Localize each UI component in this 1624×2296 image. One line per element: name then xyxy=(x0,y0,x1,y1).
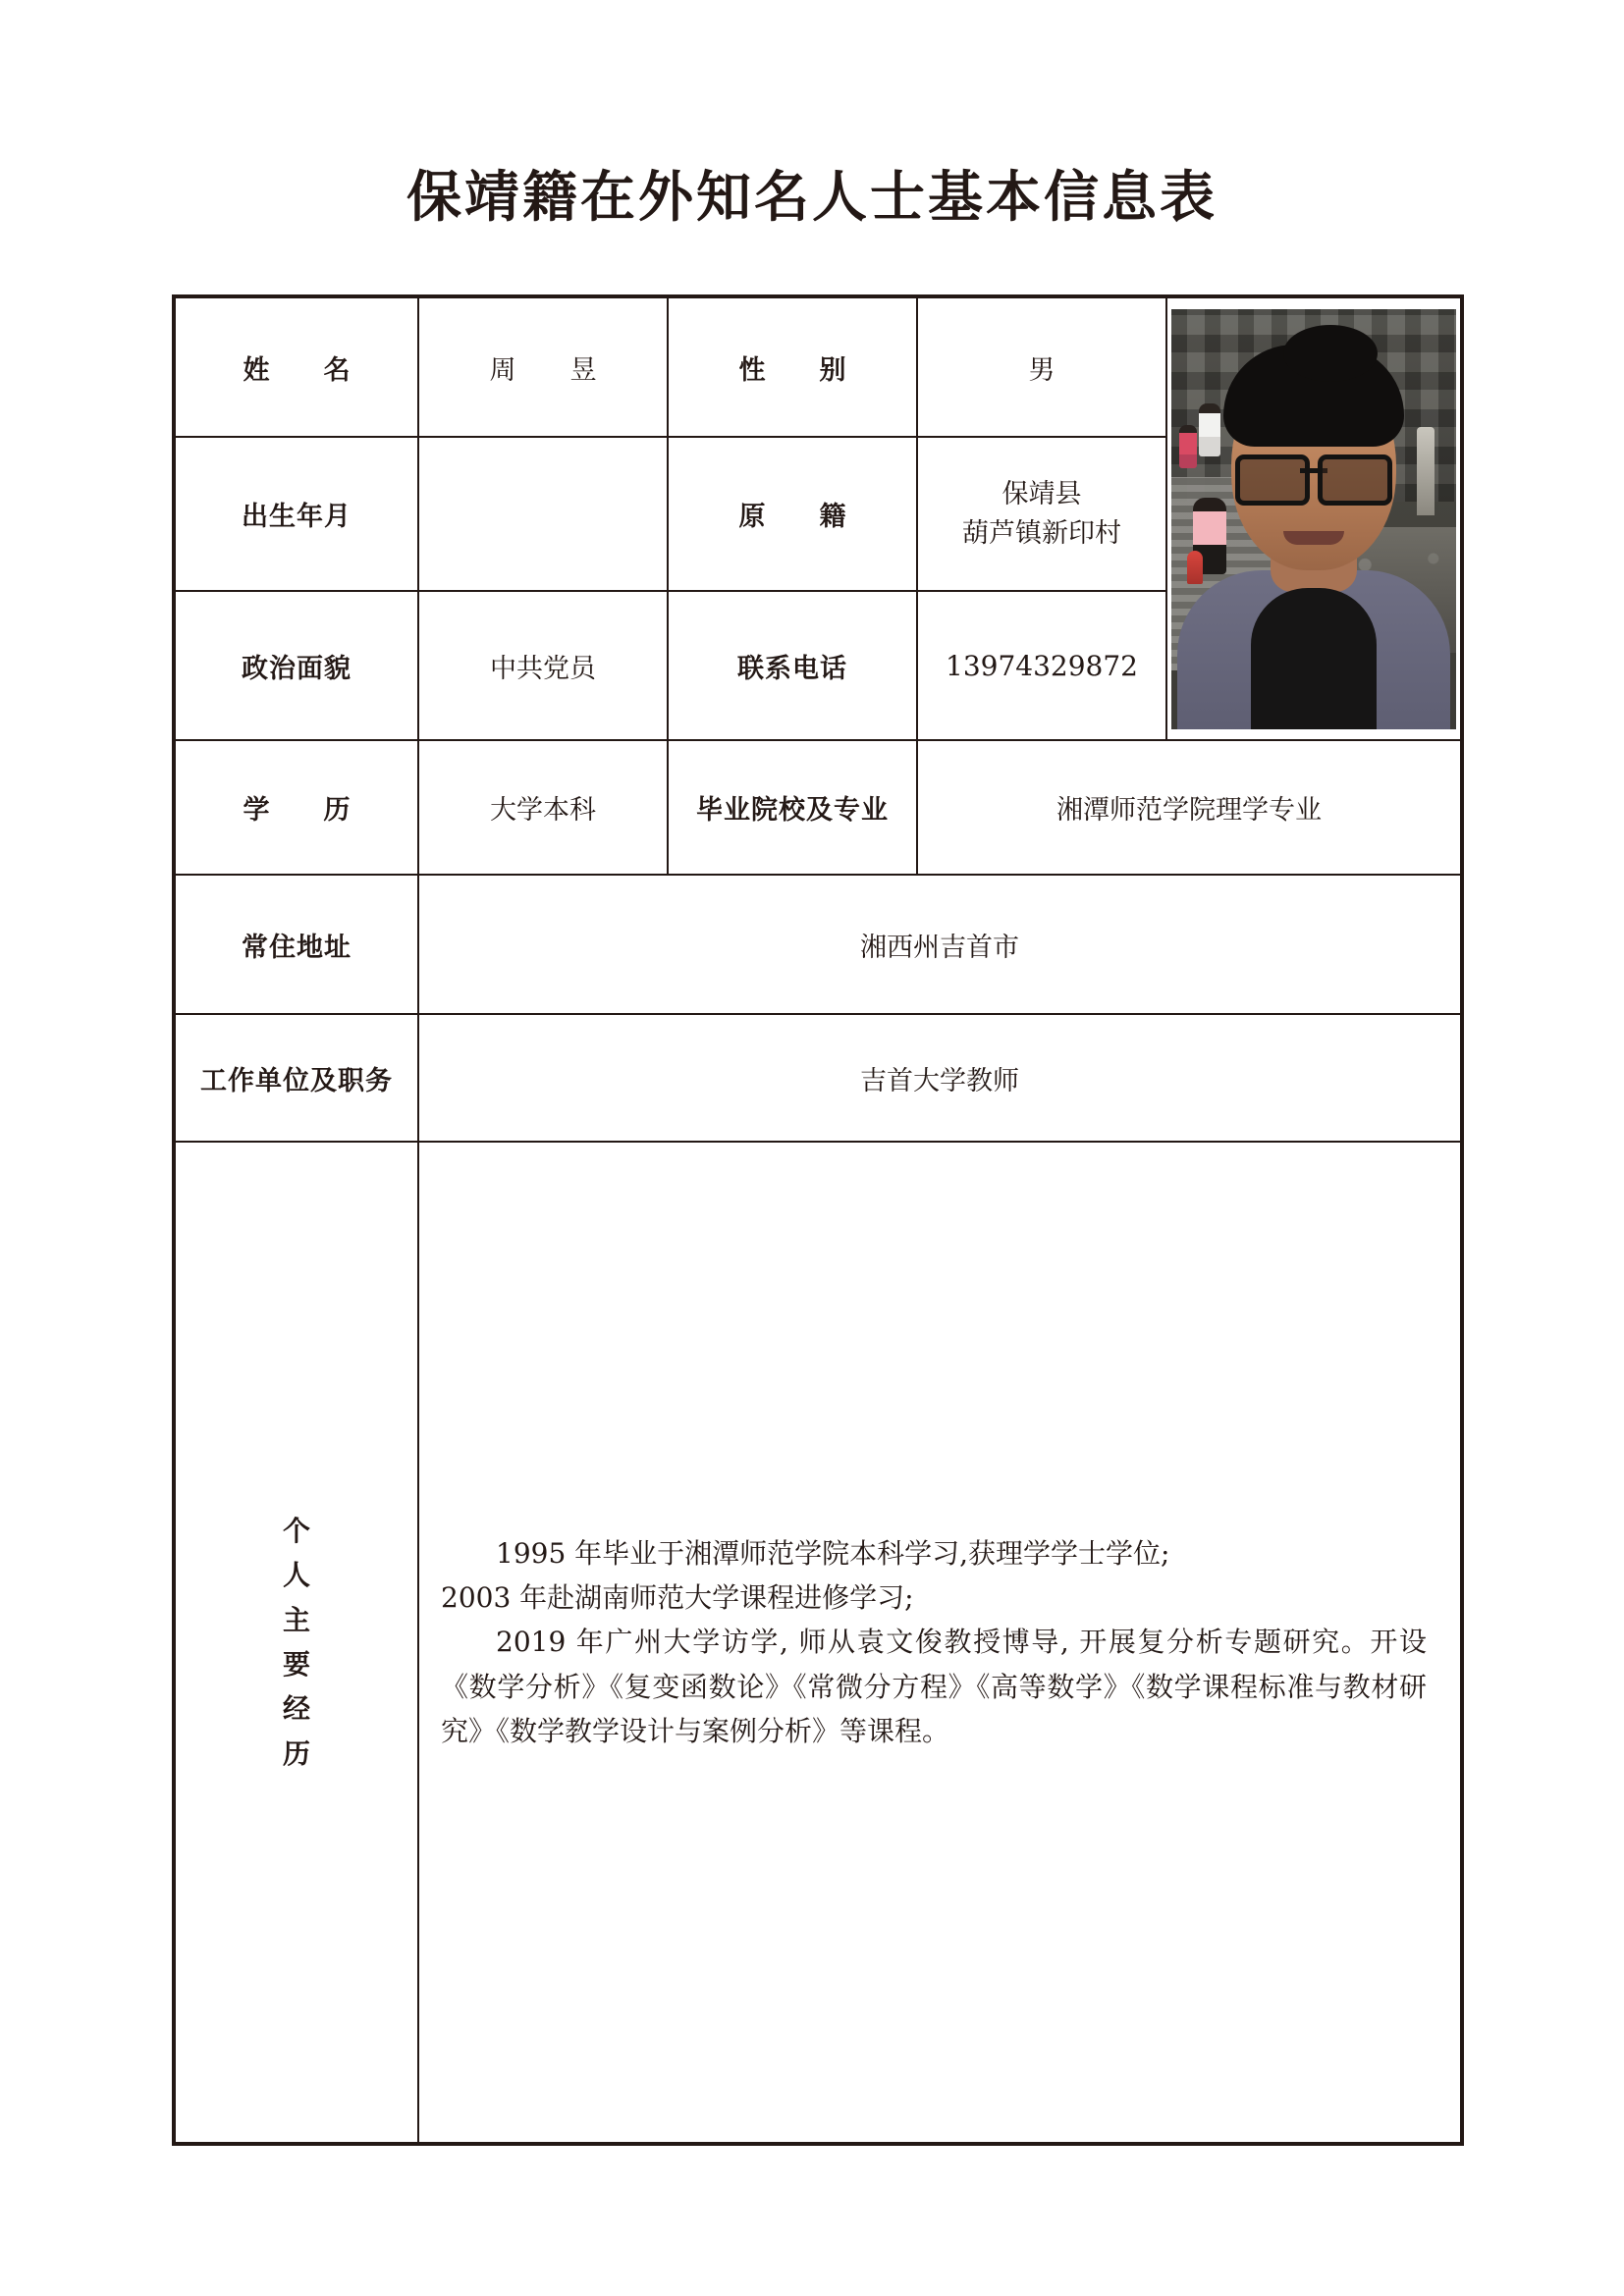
value-school-major: 湘潭师范学院理学专业 xyxy=(917,740,1462,875)
photo-cell xyxy=(1166,296,1462,740)
portrait-photo xyxy=(1171,309,1456,729)
value-phone: 13974329872 xyxy=(917,591,1166,740)
label-address: 常住地址 xyxy=(174,875,418,1014)
table-row-address xyxy=(174,875,1462,1014)
table-row-work xyxy=(174,1014,1462,1142)
label-origin: 原 籍 xyxy=(668,437,917,591)
label-phone: 联系电话 xyxy=(668,591,917,740)
experience-paragraph: 2003 年赴湖南师范大学课程进修学习; xyxy=(441,1580,914,1614)
experience-text-block xyxy=(441,1531,1427,1754)
value-personal-experience xyxy=(418,1142,1462,2144)
value-education: 大学本科 xyxy=(418,740,668,875)
label-exp-char-5: 历 xyxy=(282,1736,310,1770)
label-gender: 性 别 xyxy=(668,296,917,437)
experience-paragraph: 2019 年广州大学访学, 师从袁文俊教授博导, 开展复分析专题研究。开设《数学分析》《复变函数论》《常微分方程》《高等数学》《数学课程标准与教材研究》《数学教学设计与案例分析》等课程。 xyxy=(441,1626,1427,1748)
value-name: 周 昱 xyxy=(418,296,668,437)
table-row-experience xyxy=(174,1142,1462,2144)
label-work-unit: 工作单位及职务 xyxy=(174,1014,418,1142)
table-row-education xyxy=(174,740,1462,875)
experience-paragraph: 1995 年毕业于湘潭师范学院本科学习,获理学学士学位; xyxy=(496,1536,1170,1570)
value-origin xyxy=(917,437,1166,591)
label-exp-char-0: 个 xyxy=(282,1514,310,1547)
label-name: 姓 名 xyxy=(174,296,418,437)
value-political-status: 中共党员 xyxy=(418,591,668,740)
label-exp-char-2: 主 xyxy=(282,1603,310,1636)
value-gender: 男 xyxy=(917,296,1166,437)
label-personal-experience xyxy=(174,1142,418,2144)
label-exp-char-3: 要 xyxy=(282,1648,310,1681)
value-origin-line2: 葫芦镇新印村 xyxy=(962,517,1121,549)
value-birth-date xyxy=(418,437,668,591)
label-school-major: 毕业院校及专业 xyxy=(668,740,917,875)
label-exp-char-4: 经 xyxy=(282,1692,310,1726)
value-address: 湘西州吉首市 xyxy=(418,875,1462,1014)
label-political-status: 政治面貌 xyxy=(174,591,418,740)
table-row-name xyxy=(174,296,1462,437)
person-info-table xyxy=(172,294,1464,2146)
label-birth-date: 出生年月 xyxy=(174,437,418,591)
value-origin-line1: 保靖县 xyxy=(1001,479,1082,510)
label-education: 学 历 xyxy=(174,740,418,875)
label-exp-char-1: 人 xyxy=(282,1559,310,1592)
value-work-unit: 吉首大学教师 xyxy=(418,1014,1462,1142)
page-title: 保靖籍在外知名人士基本信息表 xyxy=(406,165,1218,230)
